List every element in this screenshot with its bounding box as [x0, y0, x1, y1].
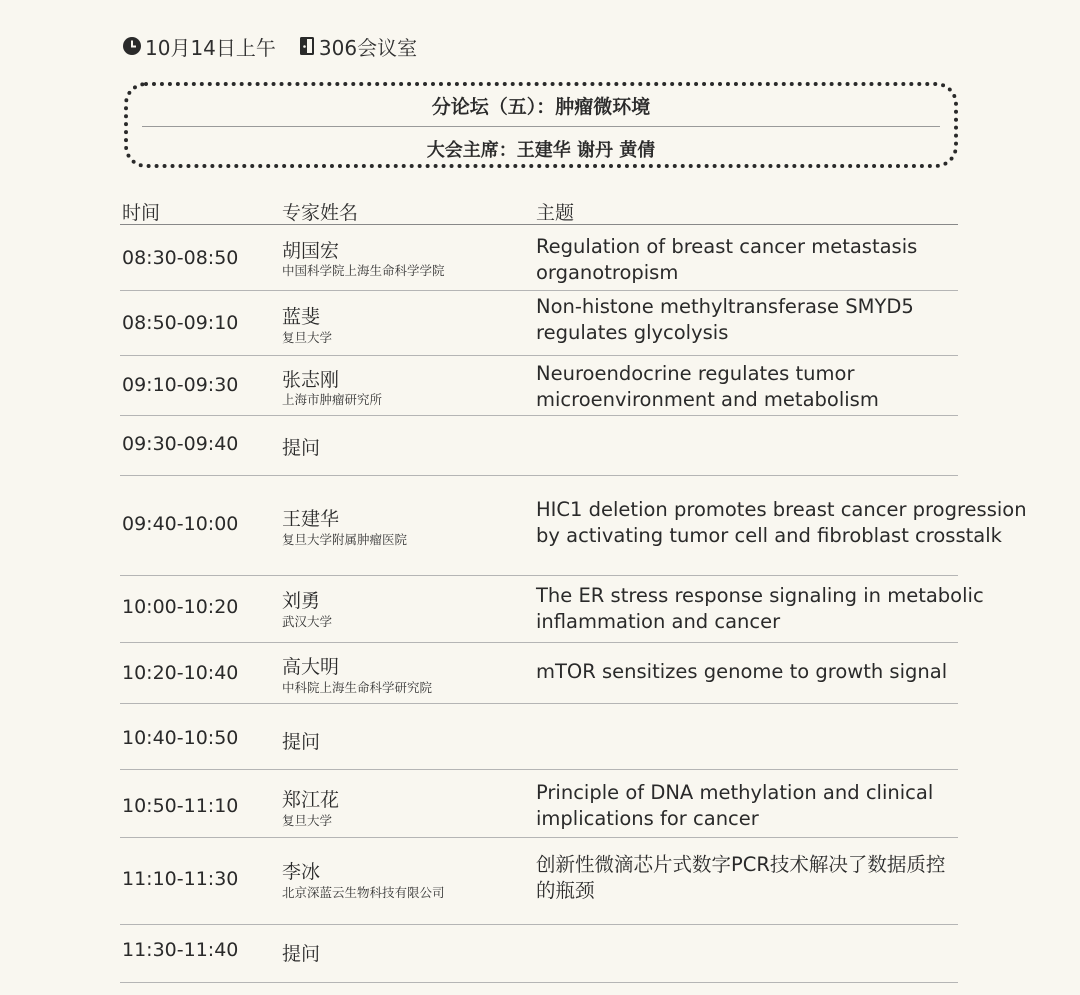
speaker-name: 胡国宏: [282, 240, 340, 262]
session-time: 08:30-08:50: [122, 247, 239, 269]
session-time: 10:40-10:50: [122, 727, 239, 749]
date-text: 10月14日上午: [145, 35, 276, 60]
speaker-affiliation: 复旦大学: [282, 330, 333, 345]
session-time: 10:20-10:40: [122, 662, 239, 684]
topic-line: HIC1 deletion promotes breast cancer progression: [536, 498, 1027, 521]
topic-line: Regulation of breast cancer metastasis: [536, 235, 918, 258]
topic-line: Neuroendocrine regulates tumor: [536, 362, 855, 385]
speaker-name: 提问: [282, 943, 321, 965]
room-text: 306会议室: [318, 35, 418, 60]
speaker-name: 郑江花: [282, 789, 340, 811]
row-divider: [120, 982, 958, 983]
talk-topic: [536, 583, 1026, 635]
table-row: [120, 838, 1020, 925]
topic-line: microenvironment and metabolism: [536, 388, 879, 411]
forum-banner: [124, 82, 958, 168]
speaker-name: 提问: [282, 437, 321, 459]
session-time: 10:50-11:10: [122, 795, 239, 817]
table-row: [120, 770, 1020, 838]
talk-topic: [536, 497, 1036, 549]
table-row: [120, 643, 1020, 704]
clock-icon: [122, 36, 142, 56]
talk-topic: [536, 234, 1026, 286]
session-time: 08:50-09:10: [122, 312, 239, 334]
table-row: [120, 704, 1020, 770]
session-time: 11:30-11:40: [122, 939, 239, 961]
door-icon: [298, 36, 316, 56]
topic-line: organotropism: [536, 261, 679, 284]
session-room: [298, 32, 417, 61]
topic-line: regulates glycolysis: [536, 321, 729, 344]
table-row: [120, 291, 1020, 356]
banner-divider: [142, 126, 940, 127]
table-row: [120, 225, 1020, 291]
session-meta: [122, 30, 439, 62]
speaker-affiliation: 中科院上海生命科学研究院: [282, 680, 433, 695]
forum-title: 分论坛（五）：肿瘤微环境: [431, 96, 651, 118]
talk-topic: [536, 780, 1026, 832]
speaker-affiliation: 复旦大学附属肿瘤医院: [282, 532, 408, 547]
forum-chairs: 大会主席：王建华 谢丹 黄倩: [426, 140, 656, 161]
speaker-affiliation: 北京深蓝云生物科技有限公司: [282, 885, 445, 900]
topic-line: mTOR sensitizes genome to growth signal: [536, 660, 948, 683]
speaker-name: 高大明: [282, 656, 340, 678]
session-time: 11:10-11:30: [122, 868, 239, 890]
topic-line: 的瓶颈: [536, 879, 595, 902]
header-time: 时间: [122, 202, 161, 224]
topic-line: The ER stress response signaling in metabolic: [536, 584, 984, 607]
speaker-affiliation: 上海市肿瘤研究所: [282, 392, 383, 407]
speaker-name: 李冰: [282, 861, 321, 883]
topic-line: inflammation and cancer: [536, 610, 781, 633]
speaker-name: 刘勇: [282, 590, 321, 612]
talk-topic: [536, 361, 1026, 413]
talk-topic: [536, 659, 1026, 685]
table-row: [120, 576, 1020, 643]
topic-line: by activating tumor cell and fibroblast crosstalk: [536, 524, 1002, 547]
session-date: [122, 32, 276, 61]
speaker-affiliation: 复旦大学: [282, 813, 333, 828]
topic-line: 创新性微滴芯片式数字PCR技术解决了数据质控: [536, 853, 946, 876]
speaker-name: 蓝斐: [282, 306, 321, 328]
speaker-name: 提问: [282, 731, 321, 753]
talk-topic: [536, 852, 1026, 904]
speaker-name: 王建华: [282, 508, 340, 530]
header-topic: 主题: [536, 202, 575, 224]
header-speaker: 专家姓名: [282, 202, 359, 224]
session-time: 09:10-09:30: [122, 374, 239, 396]
speaker-name: 张志刚: [282, 369, 340, 391]
topic-line: Principle of DNA methylation and clinical: [536, 781, 934, 804]
speaker-affiliation: 中国科学院上海生命科学学院: [282, 263, 445, 278]
talk-topic: [536, 294, 1026, 346]
table-row: [120, 356, 1020, 416]
speaker-affiliation: 武汉大学: [282, 614, 333, 629]
topic-line: Non-histone methyltransferase SMYD5: [536, 295, 914, 318]
session-time: 09:30-09:40: [122, 433, 239, 455]
table-row: [120, 416, 1020, 476]
session-time: 09:40-10:00: [122, 513, 239, 535]
table-row: [120, 476, 1027, 576]
topic-line: implications for cancer: [536, 807, 759, 830]
table-row: [120, 925, 1020, 983]
session-time: 10:00-10:20: [122, 596, 239, 618]
